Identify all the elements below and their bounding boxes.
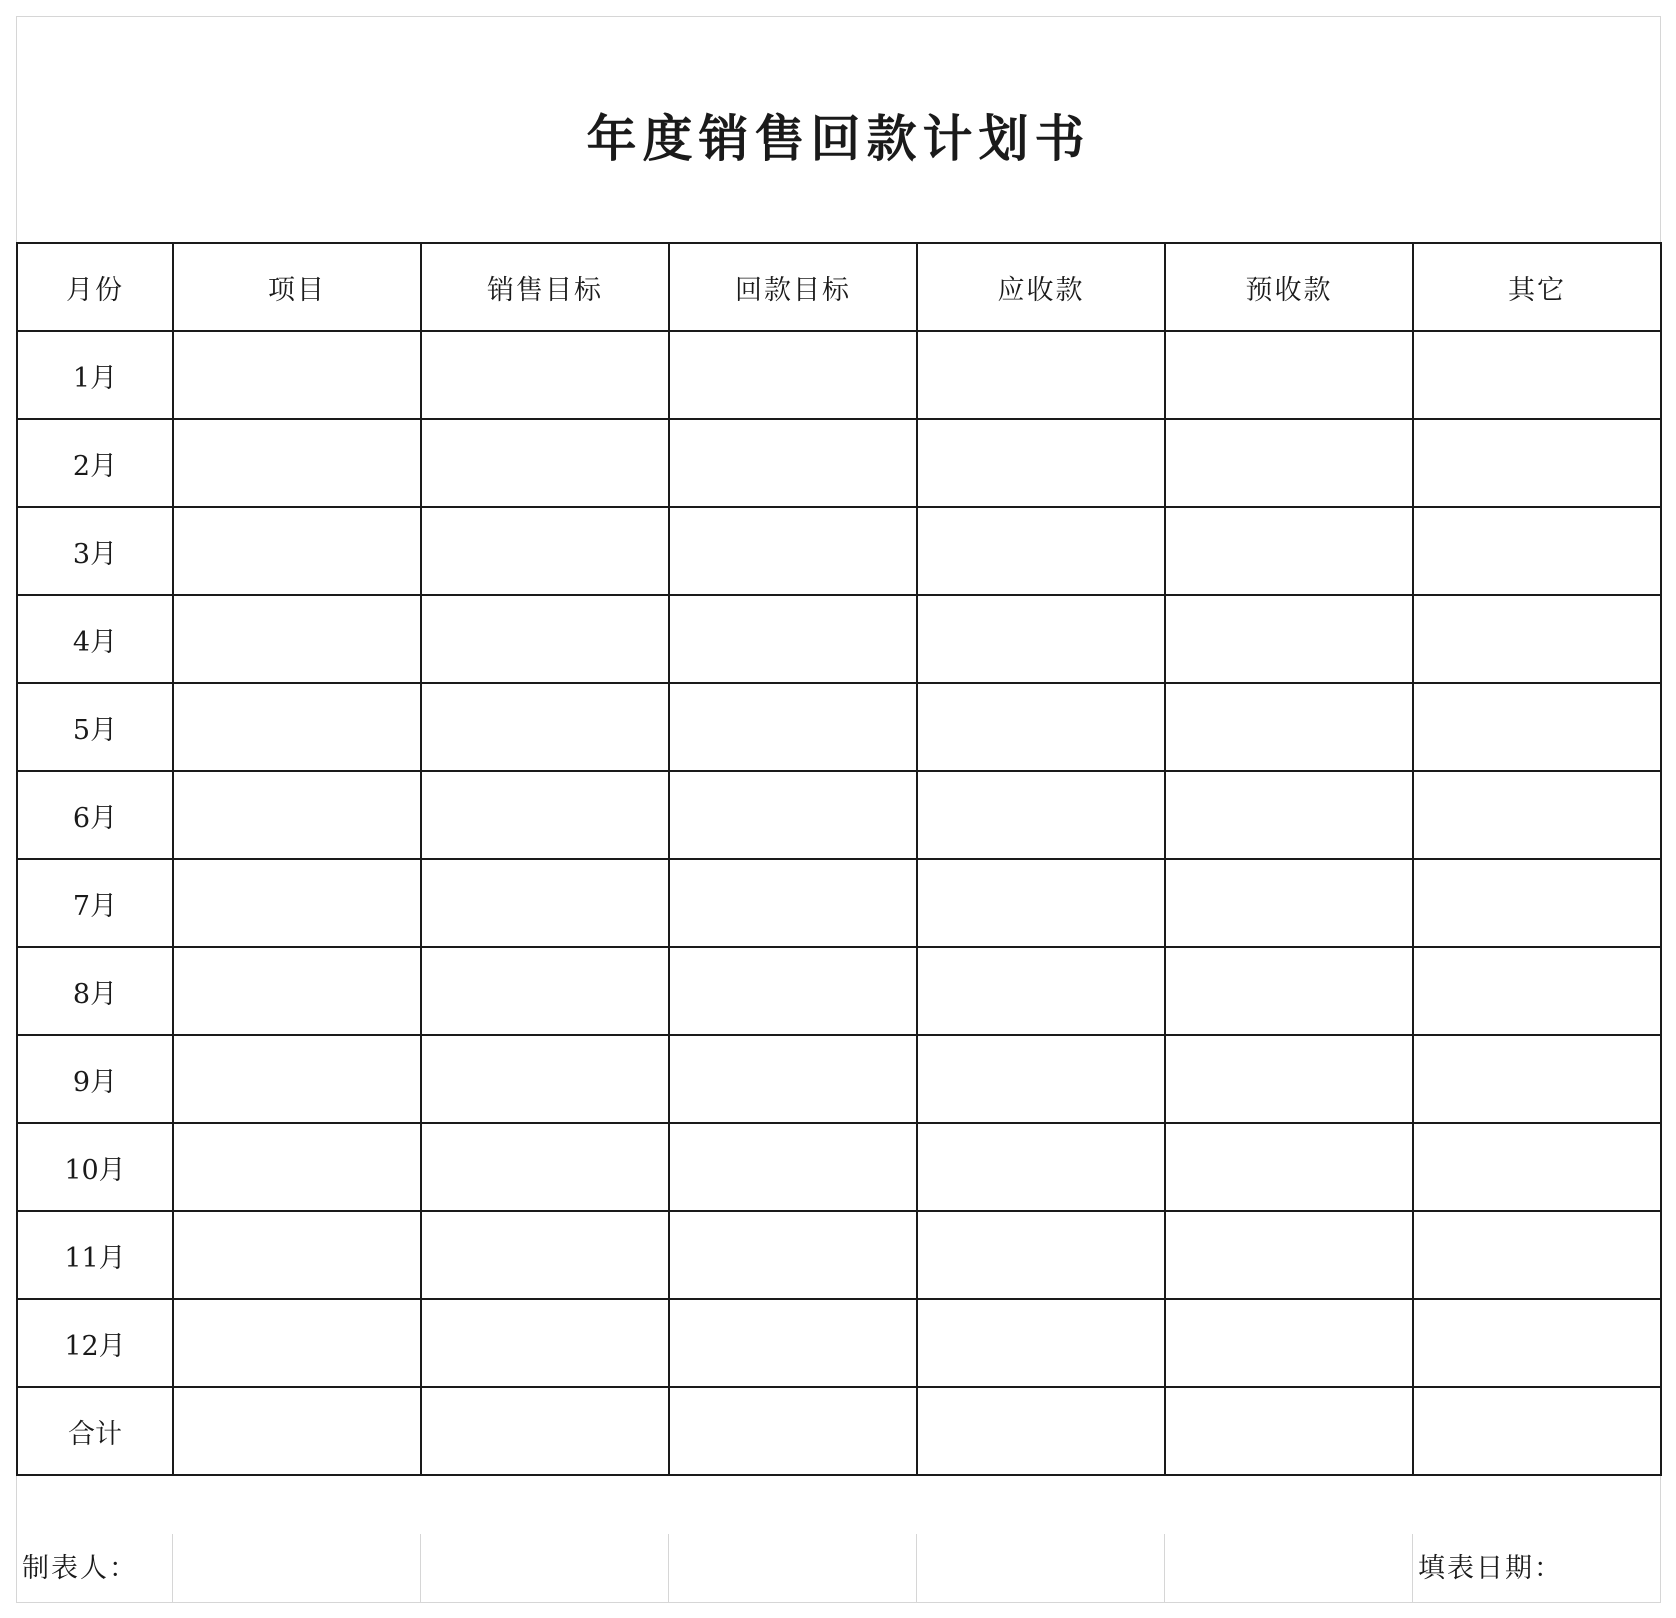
table-row [17,683,1661,771]
table-cell[interactable] [917,1123,1165,1211]
table-cell[interactable] [917,683,1165,771]
table-cell[interactable] [1165,1035,1413,1123]
table-cell[interactable] [173,419,421,507]
header-advance: 预收款 [1165,243,1413,331]
gridline [916,1534,917,1603]
month-cell: 5月 [17,683,173,771]
table-cell[interactable] [1413,1299,1661,1387]
month-cell: 8月 [17,947,173,1035]
table-row [17,771,1661,859]
table-row [17,1123,1661,1211]
table-cell[interactable] [1165,507,1413,595]
month-cell: 1月 [17,331,173,419]
table-cell[interactable] [1165,947,1413,1035]
table-cell[interactable] [421,1123,669,1211]
table-cell[interactable] [421,595,669,683]
table-cell[interactable] [917,419,1165,507]
table-cell[interactable] [1413,1211,1661,1299]
table-cell[interactable] [1165,859,1413,947]
table-cell[interactable] [669,1211,917,1299]
table-cell[interactable] [917,507,1165,595]
plan-table [16,242,1662,1476]
table-row [17,331,1661,419]
total-cell[interactable] [1165,1387,1413,1475]
gridline [1164,1534,1165,1603]
table-cell[interactable] [1165,1123,1413,1211]
table-cell[interactable] [173,1211,421,1299]
table-row [17,507,1661,595]
table-cell[interactable] [421,1035,669,1123]
table-cell[interactable] [1165,1211,1413,1299]
table-cell[interactable] [421,771,669,859]
table-cell[interactable] [669,507,917,595]
table-cell[interactable] [917,595,1165,683]
table-cell[interactable] [421,331,669,419]
footer [16,1534,1661,1603]
table-row [17,859,1661,947]
table-row [17,595,1661,683]
header-receivable: 应收款 [917,243,1165,331]
header-month: 月份 [17,243,173,331]
total-cell[interactable] [1413,1387,1661,1475]
table-cell[interactable] [1413,1123,1661,1211]
table-cell[interactable] [1413,507,1661,595]
month-cell: 12月 [17,1299,173,1387]
table-cell[interactable] [917,331,1165,419]
table-cell[interactable] [173,859,421,947]
table-cell[interactable] [1413,771,1661,859]
table-cell[interactable] [669,859,917,947]
table-row [17,1299,1661,1387]
table-cell[interactable] [1413,1035,1661,1123]
table-cell[interactable] [1413,331,1661,419]
table-cell[interactable] [669,595,917,683]
table-cell[interactable] [917,859,1165,947]
table-cell[interactable] [917,1035,1165,1123]
table-cell[interactable] [173,1035,421,1123]
table-cell[interactable] [669,947,917,1035]
table-row [17,947,1661,1035]
table-cell[interactable] [669,1123,917,1211]
header-sales-target: 销售目标 [421,243,669,331]
table-cell[interactable] [173,507,421,595]
table-cell[interactable] [669,771,917,859]
table-cell[interactable] [421,859,669,947]
table-cell[interactable] [173,595,421,683]
month-cell: 3月 [17,507,173,595]
table-cell[interactable] [1165,683,1413,771]
gridline [420,1534,421,1603]
table-cell[interactable] [1165,331,1413,419]
table-cell[interactable] [173,771,421,859]
month-cell: 6月 [17,771,173,859]
table-cell[interactable] [1413,683,1661,771]
header-other: 其它 [1413,243,1661,331]
table-cell[interactable] [1413,419,1661,507]
table-cell[interactable] [173,947,421,1035]
table-cell[interactable] [173,683,421,771]
title-area [16,16,1661,242]
table-cell[interactable] [173,331,421,419]
table-row [17,1035,1661,1123]
table-cell[interactable] [669,683,917,771]
table-cell[interactable] [421,1211,669,1299]
gridline [1412,1534,1413,1603]
table-cell[interactable] [421,683,669,771]
total-cell[interactable] [917,1387,1165,1475]
gridline [668,1534,669,1603]
table-cell[interactable] [421,1299,669,1387]
table-cell[interactable] [173,1299,421,1387]
month-cell: 10月 [17,1123,173,1211]
month-cell: 4月 [17,595,173,683]
month-cell: 9月 [17,1035,173,1123]
table-cell[interactable] [421,507,669,595]
total-label: 合计 [17,1387,173,1475]
table-cell[interactable] [421,419,669,507]
table-cell[interactable] [669,331,917,419]
table-cell[interactable] [669,1035,917,1123]
table-cell[interactable] [669,419,917,507]
table-row [17,419,1661,507]
table-cell[interactable] [1413,859,1661,947]
table-cell[interactable] [1165,595,1413,683]
header-collection-target: 回款目标 [669,243,917,331]
table-cell[interactable] [669,1299,917,1387]
month-cell: 11月 [17,1211,173,1299]
total-cell[interactable] [669,1387,917,1475]
table-cell[interactable] [1413,947,1661,1035]
table-cell[interactable] [917,1299,1165,1387]
preparer-label: 制表人： [22,1553,138,1584]
gridline [172,1534,173,1603]
table-cell[interactable] [917,947,1165,1035]
total-cell[interactable] [421,1387,669,1475]
month-cell: 7月 [17,859,173,947]
table-row [17,1211,1661,1299]
table-cell[interactable] [421,947,669,1035]
total-row [17,1387,1661,1475]
table-cell[interactable] [1165,771,1413,859]
header-row [17,243,1661,331]
table-cell[interactable] [173,1123,421,1211]
fill-date-label: 填表日期： [1418,1553,1563,1584]
table-cell[interactable] [1165,1299,1413,1387]
page-title: 年度销售回款计划书 [586,110,1091,168]
table-cell[interactable] [1413,595,1661,683]
table-cell[interactable] [917,1211,1165,1299]
table-cell[interactable] [917,771,1165,859]
table-cell[interactable] [1165,419,1413,507]
total-cell[interactable] [173,1387,421,1475]
header-item: 项目 [173,243,421,331]
month-cell: 2月 [17,419,173,507]
